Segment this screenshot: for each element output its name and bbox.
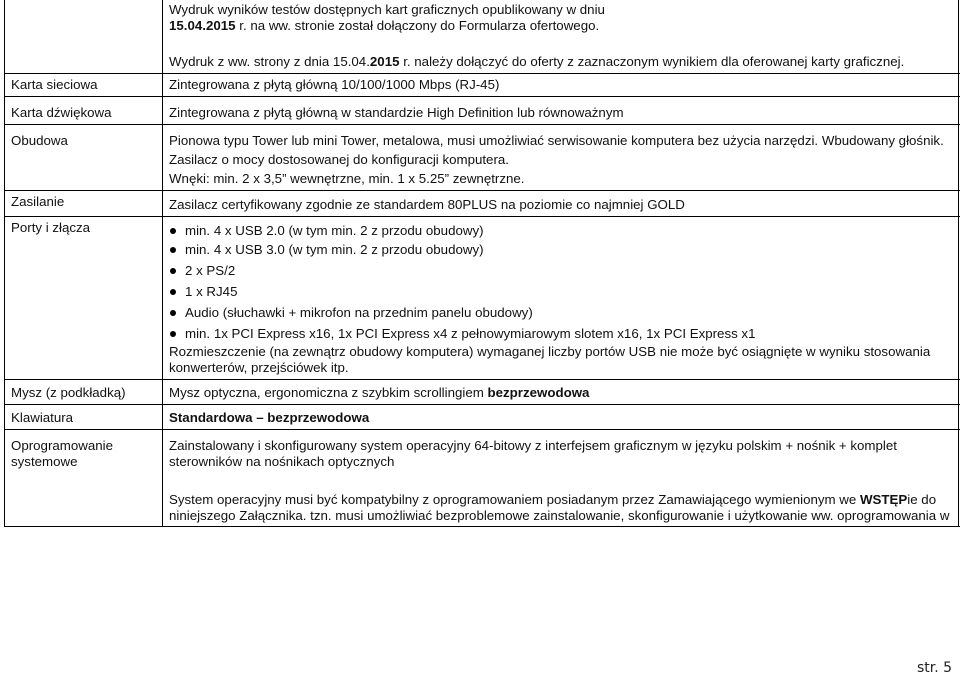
- table-row: [5, 125, 960, 191]
- list-item: Audio (słuchawki + mikrofon na przednim panelu obudowy): [169, 305, 952, 321]
- test-results-note: Wydruk wyników testów dostępnych kart graficznych opublikowany w dniu 15.04.2015 r. na ww. stronie został dołączony do Formularza ofertowego.: [169, 2, 605, 33]
- label-cell: [5, 0, 163, 74]
- table-row: [5, 380, 960, 405]
- mouse-label: Mysz (z podkładką): [5, 380, 163, 405]
- table-row: [5, 0, 960, 74]
- mouse-value: Mysz optyczna, ergonomiczna z szybkim scrollingiem bezprzewodowa: [163, 380, 959, 405]
- network-label: Karta sieciowa: [5, 74, 163, 97]
- network-value: Zintegrowana z płytą główną 10/100/1000 Mbps (RJ-45): [163, 74, 959, 97]
- sound-value: Zintegrowana z płytą główną w standardzie High Definition lub równoważnym: [163, 97, 959, 125]
- table-row: [5, 191, 960, 217]
- list-item: 1 x RJ45: [169, 284, 952, 300]
- psu-label: Zasilanie: [5, 191, 163, 217]
- list-item: min. 4 x USB 3.0 (w tym min. 2 z przodu obudowy): [169, 242, 952, 258]
- table-row: [5, 405, 960, 430]
- list-item: 2 x PS/2: [169, 263, 952, 279]
- case-label: Obudowa: [5, 125, 163, 191]
- psu-value: Zasilacz certyfikowany zgodnie ze standardem 80PLUS na poziomie co najmniej GOLD: [163, 191, 959, 217]
- keyboard-label: Klawiatura: [5, 405, 163, 430]
- sound-label: Karta dźwiękowa: [5, 97, 163, 125]
- list-item: min. 1x PCI Express x16, 1x PCI Express x4 z pełnowymiarowym slotem x16, 1x PCI Express x1: [169, 326, 952, 342]
- ports-label: Porty i złącza: [5, 217, 163, 380]
- spec-table: [4, 0, 960, 527]
- os-label: Oprogramowanie systemowe: [5, 430, 163, 527]
- os-value: Zainstalowany i skonfigurowany system operacyjny 64-bitowy z interfejsem graficznym w języku polskim + nośnik + komplet sterowników na nośnikach optycznych System operacyjny musi być kompatybilny z oprogramowaniem posiadanym przez Zamawiającego wymienionym we WSTĘPie do niniejszego Załącznika. tzn. musi umożliwiać bezproblemowe zainstalowanie, skonfigurowanie i użytkowanie ww. oprogramowania w: [163, 430, 959, 527]
- table-row: [5, 74, 960, 97]
- table-row: [5, 217, 960, 380]
- table-row: [5, 97, 960, 125]
- table-row: [5, 430, 960, 527]
- list-item: min. 4 x USB 2.0 (w tym min. 2 z przodu obudowy): [169, 223, 952, 239]
- ports-note: Rozmieszczenie (na zewnątrz obudowy komputera) wymaganej liczby portów USB nie może być osiągnięte w wyniku stosowania konwerterów, przejściówek itp.: [169, 344, 931, 375]
- printout-note: Wydruk z ww. strony z dnia 15.04.2015 r. należy dołączyć do oferty z zaznaczonym wynikiem dla oferowanej karty graficznej.: [169, 54, 905, 69]
- ports-value: [163, 217, 959, 380]
- keyboard-value: Standardowa – bezprzewodowa: [163, 405, 959, 430]
- page-number: str. 5: [916, 660, 952, 676]
- case-value: Pionowa typu Tower lub mini Tower, metalowa, musi umożliwiać serwisowanie komputera bez użycia narzędzi. Wbudowany głośnik. Zasilacz o mocy dostosowanej do konfiguracji komputera. Wnęki: min. 2 x 3,5” wewnętrzne, min. 1 x 5.25” zewnętrzne.: [163, 125, 959, 191]
- value-cell: [163, 0, 959, 74]
- ports-list: [169, 223, 952, 342]
- date-highlight: 15.04.2015: [169, 18, 236, 33]
